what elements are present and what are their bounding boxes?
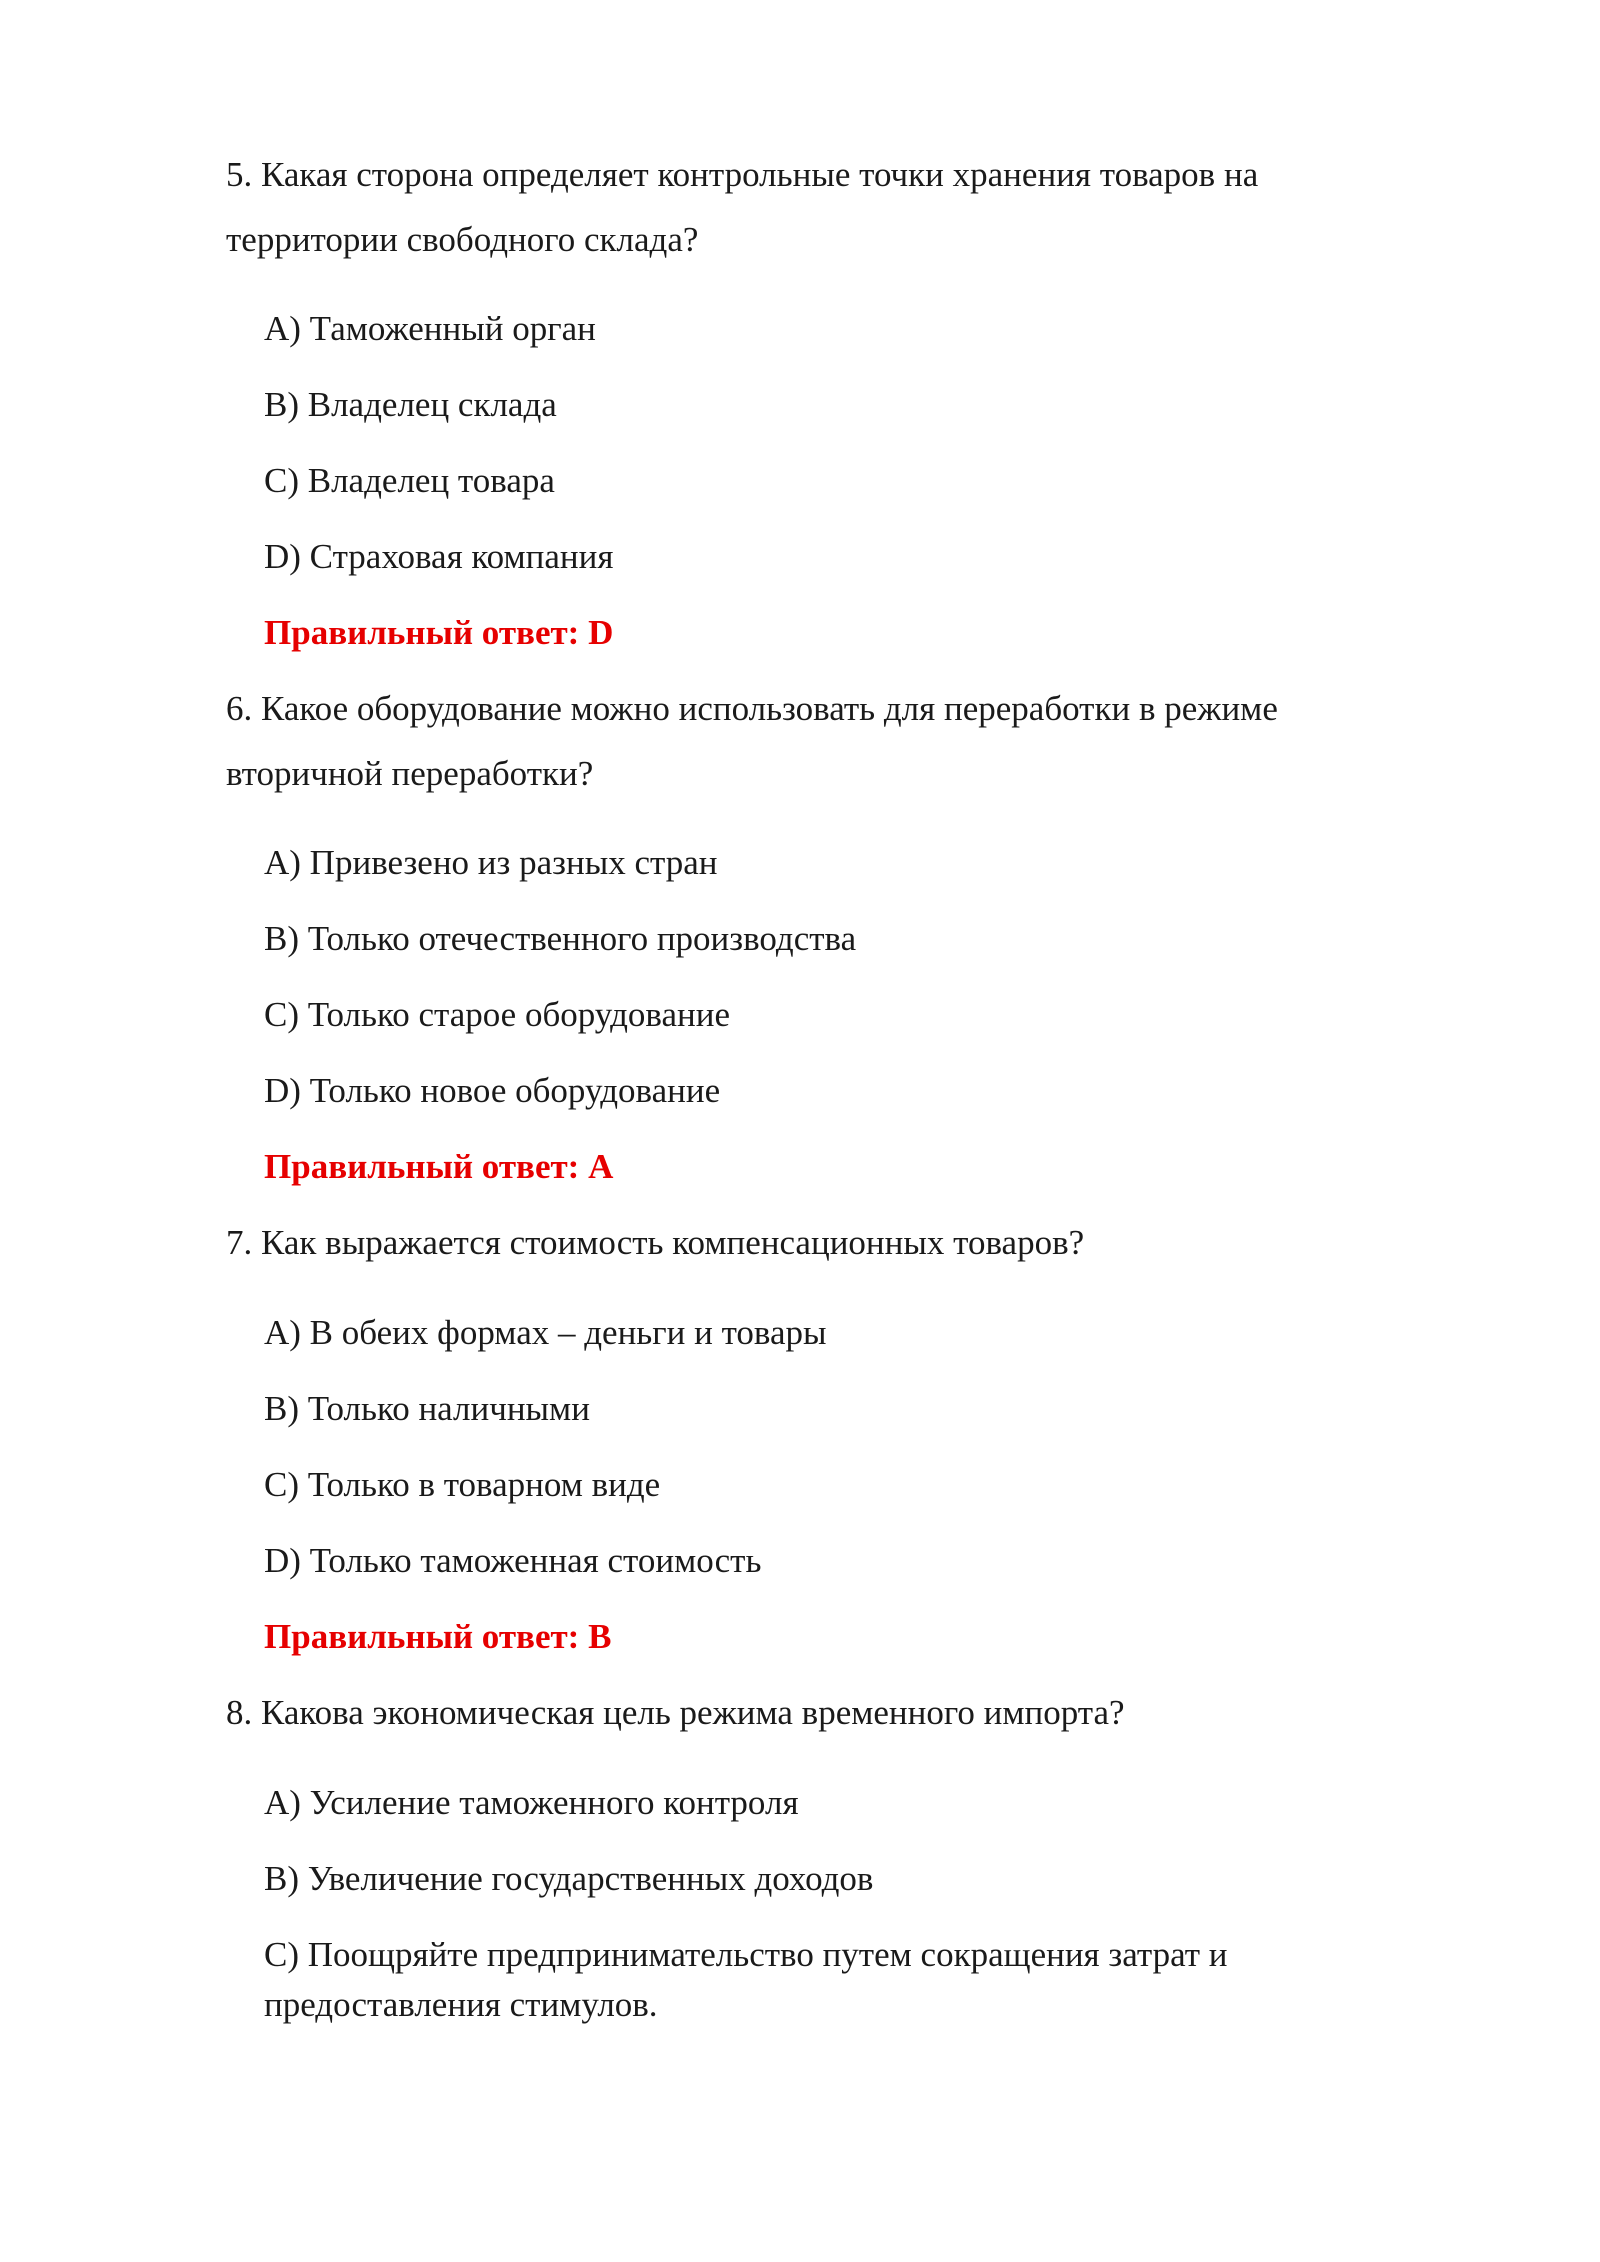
option-a: A) Усиление таможенного контроля bbox=[264, 1783, 799, 1822]
option-d: D) Страховая компания bbox=[264, 537, 614, 576]
option-d: D) Только таможенная стоимость bbox=[264, 1541, 762, 1580]
correct-answer: Правильный ответ: D bbox=[264, 613, 614, 652]
option-b: B) Только отечественного производства bbox=[264, 919, 857, 958]
question-text: 8. Какова экономическая цель режима временного импорта? bbox=[226, 1693, 1125, 1732]
option-d: D) Только новое оборудование bbox=[264, 1071, 721, 1110]
option-c: C) Только старое оборудование bbox=[264, 995, 730, 1034]
question-text: 7. Как выражается стоимость компенсационных товаров? bbox=[226, 1223, 1085, 1262]
question-text: 5. Какая сторона определяет контрольные точки хранения товаров на территории свободного склада? bbox=[226, 155, 1259, 259]
correct-answer: Правильный ответ: A bbox=[264, 1147, 614, 1186]
question-text: 6. Какое оборудование можно использовать для переработки в режиме вторичной переработки? bbox=[226, 689, 1278, 793]
option-b: B) Увеличение государственных доходов bbox=[264, 1859, 874, 1898]
option-a: A) Таможенный орган bbox=[264, 309, 596, 348]
option-b: B) Владелец склада bbox=[264, 385, 557, 424]
correct-answer: Правильный ответ: B bbox=[264, 1617, 612, 1656]
option-c: C) Владелец товара bbox=[264, 461, 555, 500]
option-c: C) Только в товарном виде bbox=[264, 1465, 661, 1504]
option-b: B) Только наличными bbox=[264, 1389, 590, 1428]
option-c: C) Поощряйте предпринимательство путем сокращения затрат и предоставления стимулов. bbox=[264, 1935, 1228, 2024]
option-a: A) Привезено из разных стран bbox=[264, 843, 718, 882]
option-a: A) В обеих формах – деньги и товары bbox=[264, 1313, 827, 1352]
